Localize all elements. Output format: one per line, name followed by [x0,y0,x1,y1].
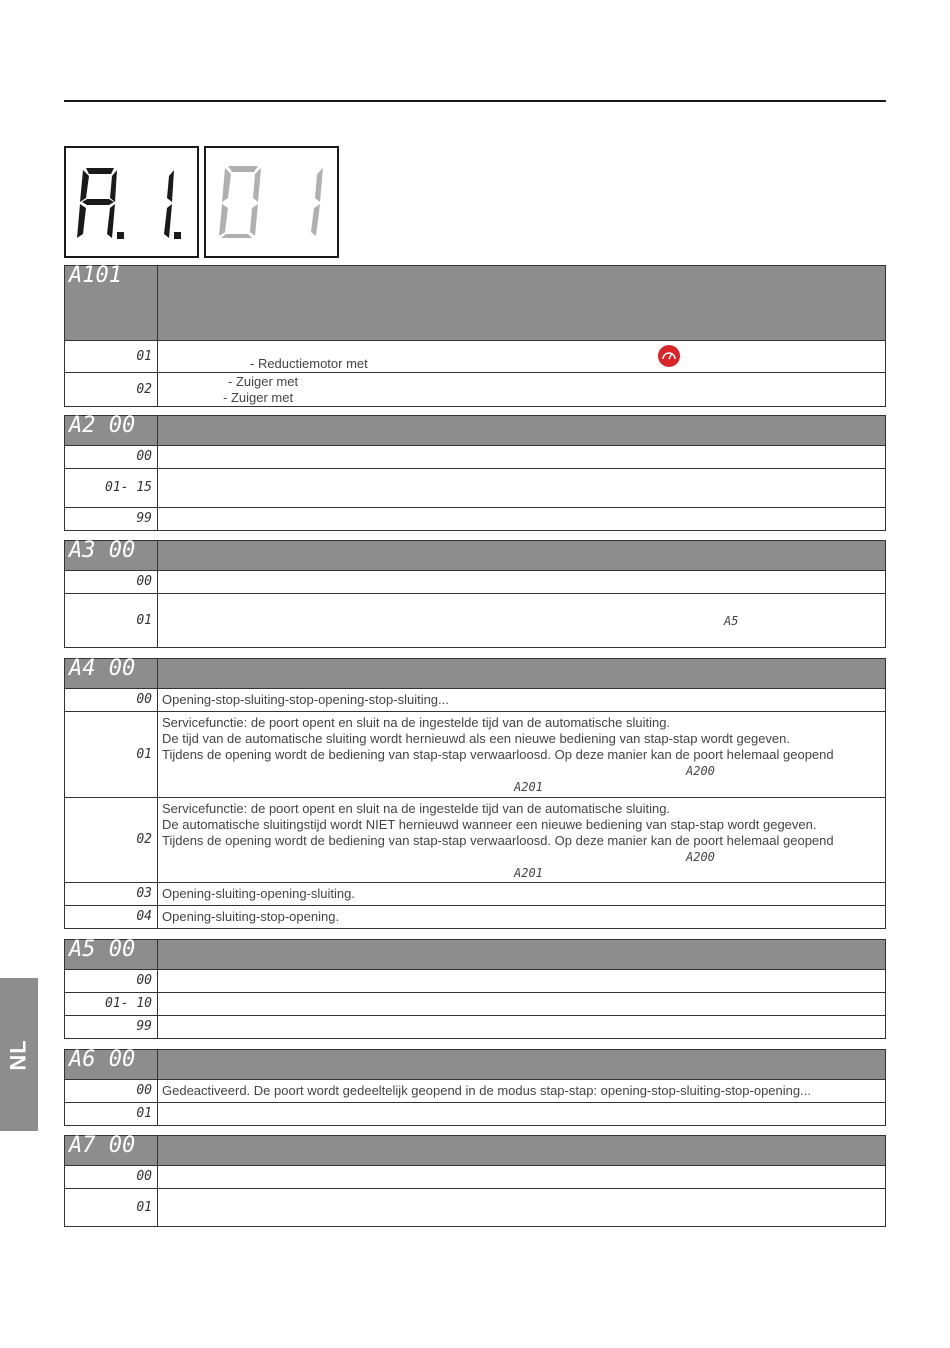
param-code-a2: A2 00 [65,416,158,446]
inline-param-ref: A201 [514,780,543,794]
value-code: 03 [65,883,158,906]
display-value-01 [206,148,337,256]
display-parameter-box [64,146,199,258]
value-code: 02 [65,798,158,883]
table-a1 [64,265,886,407]
param-code-a3: A3 00 [65,541,158,571]
value-code: 00 [65,446,158,469]
top-rule [64,100,886,102]
param-title-a1 [158,266,886,341]
table-a5 [64,939,886,1039]
inline-param-ref: A201 [514,866,543,880]
value-text: - Zuiger met [223,389,294,405]
param-code-a4: A4 00 [65,659,158,689]
value-description [158,341,886,373]
table-a2 [64,415,886,531]
inline-param-ref: A200 [686,850,715,864]
value-description: Opening-sluiting-stop-opening. [158,906,886,929]
value-code: 01 [65,1189,158,1227]
table-a4 [64,658,886,929]
value-code: 99 [65,1016,158,1039]
value-code: 00 [65,689,158,712]
value-code: 02 [65,373,158,407]
value-code: 04 [65,906,158,929]
value-description: Gedeactiveerd. De poort wordt gedeeltelijk geopend in de modus stap-stap: opening-stop-sluiting-stop-opening... [158,1080,886,1103]
language-tab [0,978,38,1131]
value-description [158,594,886,648]
value-text: Servicefunctie: de poort opent en sluit na de ingestelde tijd van de automatische sluiting. [162,801,671,816]
param-code-a101: A101 [65,266,158,341]
value-code: 01 [65,712,158,798]
value-code: 01 [65,341,158,373]
value-description [158,712,886,798]
value-text: Servicefunctie: de poort opent en sluit na de ingestelde tijd van de automatische sluiting. [162,715,671,730]
value-text: De automatische sluitingstijd wordt NIET hernieuwd wanneer een nieuwe bediening van stap-stap wordt gegeven. [162,817,817,832]
value-description: Opening-stop-sluiting-stop-opening-stop-sluiting... [158,689,886,712]
value-text: - Reductiemotor met [250,356,368,371]
value-code: 01 [65,1103,158,1126]
value-text: Tijdens de opening wordt de bediening van stap-stap verwaarloosd. Op deze manier kan de poort helemaal geopend [162,833,834,848]
language-tab-label: NL [5,1038,31,1071]
value-code: 99 [65,508,158,531]
value-code: 01- 10 [65,993,158,1016]
table-a7 [64,1135,886,1227]
value-code: 00 [65,571,158,594]
value-code: 00 [65,1166,158,1189]
table-a3 [64,540,886,648]
table-a6 [64,1049,886,1126]
inline-param-ref: A5 [724,614,739,628]
param-code-a7: A7 00 [65,1136,158,1166]
display-value-box [204,146,339,258]
inline-param-ref: A200 [686,764,715,778]
value-code: 00 [65,970,158,993]
value-code: 01 [65,594,158,648]
value-description: Opening-sluiting-opening-sluiting. [158,883,886,906]
display-parameter-a1 [66,148,197,256]
value-description [158,798,886,883]
param-code-a6: A6 00 [65,1050,158,1080]
value-code: 01- 15 [65,469,158,508]
param-code-a5: A5 00 [65,940,158,970]
value-text: - Zuiger met [228,373,299,389]
speed-icon [658,345,680,367]
value-code: 00 [65,1080,158,1103]
value-text: De tijd van de automatische sluiting wordt hernieuwd als een nieuwe bediening van stap-stap wordt gegeven. [162,731,790,746]
value-description [158,373,886,407]
value-text: Tijdens de opening wordt de bediening van stap-stap verwaarloosd. Op deze manier kan de poort helemaal geopend [162,747,834,762]
